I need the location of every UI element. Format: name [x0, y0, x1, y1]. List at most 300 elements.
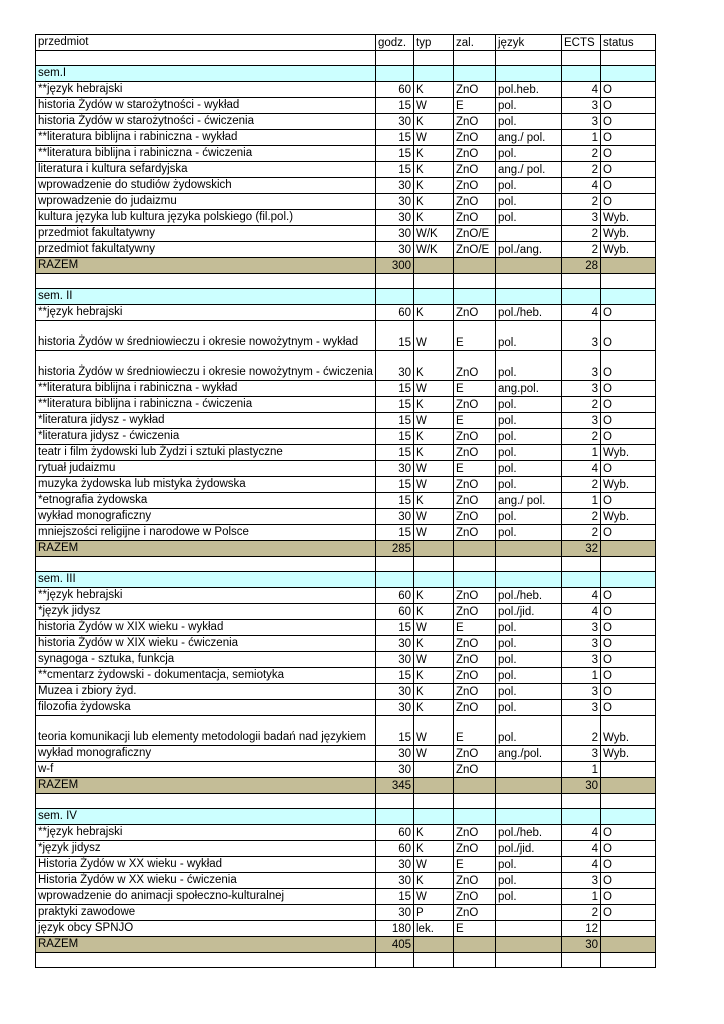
cell-credit [454, 809, 496, 825]
cell-ects [562, 809, 601, 825]
cell-status: O [601, 493, 656, 509]
cell-credit: ZnO [454, 841, 496, 857]
cell-type [414, 809, 454, 825]
cell-credit: E [454, 321, 496, 351]
cell-subject: **literatura biblijna i rabiniczna - ćwiczenia [36, 146, 376, 162]
cell-ects: 30 [562, 778, 601, 794]
cell-language: ang./ pol. [496, 493, 562, 509]
cell-ects: 32 [562, 541, 601, 557]
cell-credit: ZnO/E [454, 226, 496, 242]
cell-ects: 1 [562, 668, 601, 684]
cell-type: lek. [414, 921, 454, 937]
cell-credit: ZnO [454, 351, 496, 381]
semester-header-row [36, 572, 656, 588]
cell-subject: przedmiot fakultatywny [36, 242, 376, 258]
table-row [36, 762, 656, 778]
cell-subject: w-f [36, 762, 376, 778]
cell-credit: ZnO [454, 194, 496, 210]
curriculum-table [35, 34, 656, 968]
cell-status: Wyb. [601, 226, 656, 242]
cell-status: Wyb. [601, 477, 656, 493]
cell-credit: ZnO [454, 746, 496, 762]
table-body [36, 35, 656, 968]
cell-subject: sem. II [36, 289, 376, 305]
cell-status [601, 274, 656, 289]
table-row [36, 873, 656, 889]
cell-ects [562, 794, 601, 809]
cell-subject: **literatura biblijna i rabiniczna - wykład [36, 381, 376, 397]
spacer-row [36, 274, 656, 289]
cell-credit [454, 66, 496, 82]
cell-ects: 2 [562, 397, 601, 413]
cell-ects: 2 [562, 146, 601, 162]
cell-status: Wyb. [601, 210, 656, 226]
cell-ects: 3 [562, 652, 601, 668]
cell-credit: E [454, 461, 496, 477]
cell-language: pol. [496, 98, 562, 114]
cell-subject: **język hebrajski [36, 588, 376, 604]
cell-hours: 30 [376, 905, 414, 921]
cell-language: pol. [496, 477, 562, 493]
cell-ects: 30 [562, 937, 601, 953]
cell-status [601, 557, 656, 572]
cell-hours: 30 [376, 857, 414, 873]
cell-credit: ZnO [454, 905, 496, 921]
cell-language: pol. [496, 620, 562, 636]
cell-ects: 3 [562, 636, 601, 652]
table-row [36, 130, 656, 146]
table-row [36, 857, 656, 873]
cell-hours: 15 [376, 98, 414, 114]
cell-language: pol. [496, 397, 562, 413]
table-row [36, 700, 656, 716]
cell-credit [454, 541, 496, 557]
total-row [36, 778, 656, 794]
cell-subject: RAZEM [36, 937, 376, 953]
cell-ects: 2 [562, 905, 601, 921]
cell-ects: 4 [562, 604, 601, 620]
cell-language [496, 541, 562, 557]
cell-type [414, 66, 454, 82]
cell-subject [36, 794, 376, 809]
table-row [36, 305, 656, 321]
cell-status: O [601, 825, 656, 841]
cell-hours: 15 [376, 130, 414, 146]
cell-credit [454, 274, 496, 289]
cell-credit: ZnO [454, 509, 496, 525]
cell-subject: sem. IV [36, 809, 376, 825]
cell-type: W [414, 321, 454, 351]
table-row [36, 461, 656, 477]
cell-type: W [414, 652, 454, 668]
table-row [36, 588, 656, 604]
cell-credit: ZnO/E [454, 242, 496, 258]
cell-type: W [414, 716, 454, 746]
table-row [36, 162, 656, 178]
cell-status [601, 258, 656, 274]
cell-status [601, 794, 656, 809]
cell-credit: ZnO [454, 82, 496, 98]
cell-language [496, 905, 562, 921]
cell-hours: 60 [376, 604, 414, 620]
cell-hours: 60 [376, 305, 414, 321]
cell-status: O [601, 636, 656, 652]
cell-credit [454, 778, 496, 794]
cell-ects: 3 [562, 700, 601, 716]
cell-ects [562, 572, 601, 588]
cell-type: K [414, 82, 454, 98]
cell-type: W [414, 461, 454, 477]
cell-ects: 4 [562, 305, 601, 321]
cell-type [414, 794, 454, 809]
cell-credit [454, 51, 496, 66]
cell-ects: 1 [562, 762, 601, 778]
cell-credit: ZnO [454, 873, 496, 889]
cell-credit: E [454, 716, 496, 746]
cell-type: K [414, 114, 454, 130]
cell-ects: 2 [562, 429, 601, 445]
cell-type: K [414, 684, 454, 700]
cell-hours: 30 [376, 762, 414, 778]
cell-hours: 30 [376, 636, 414, 652]
cell-hours: 15 [376, 321, 414, 351]
table-row [36, 921, 656, 937]
table-row [36, 210, 656, 226]
total-row [36, 258, 656, 274]
cell-status: O [601, 668, 656, 684]
table-row [36, 620, 656, 636]
cell-credit: E [454, 921, 496, 937]
cell-hours: 15 [376, 477, 414, 493]
cell-ects [562, 66, 601, 82]
cell-type: K [414, 700, 454, 716]
cell-hours: 30 [376, 351, 414, 381]
cell-hours: 405 [376, 937, 414, 953]
cell-subject: muzyka żydowska lub mistyka żydowska [36, 477, 376, 493]
cell-credit [454, 953, 496, 968]
cell-language [496, 809, 562, 825]
header-ects: ECTS [562, 35, 601, 51]
cell-credit [454, 289, 496, 305]
cell-type: K [414, 351, 454, 381]
cell-credit: ZnO [454, 445, 496, 461]
cell-subject: RAZEM [36, 778, 376, 794]
cell-credit [454, 794, 496, 809]
table-row [36, 652, 656, 668]
cell-type: K [414, 841, 454, 857]
spacer-row [36, 557, 656, 572]
cell-hours: 15 [376, 493, 414, 509]
cell-type: W [414, 413, 454, 429]
cell-ects: 2 [562, 226, 601, 242]
cell-status: Wyb. [601, 716, 656, 746]
cell-subject: sem. III [36, 572, 376, 588]
cell-language: pol. [496, 700, 562, 716]
header-subject: przedmiot [36, 35, 376, 51]
table-row [36, 82, 656, 98]
cell-subject: historia Żydów w średniowieczu i okresie nowożytnym - wykład [36, 321, 376, 351]
cell-credit: ZnO [454, 889, 496, 905]
cell-language: pol. [496, 146, 562, 162]
cell-hours: 30 [376, 461, 414, 477]
cell-hours: 60 [376, 588, 414, 604]
cell-ects: 12 [562, 921, 601, 937]
cell-status: O [601, 381, 656, 397]
table-row [36, 525, 656, 541]
cell-hours: 30 [376, 114, 414, 130]
cell-hours: 15 [376, 413, 414, 429]
cell-type: K [414, 636, 454, 652]
cell-hours: 60 [376, 82, 414, 98]
table-row [36, 684, 656, 700]
cell-status [601, 289, 656, 305]
cell-credit: ZnO [454, 636, 496, 652]
cell-hours: 15 [376, 716, 414, 746]
cell-language: ang./ pol. [496, 130, 562, 146]
table-row [36, 493, 656, 509]
cell-type: P [414, 905, 454, 921]
cell-ects: 3 [562, 98, 601, 114]
cell-credit: ZnO [454, 525, 496, 541]
cell-credit: ZnO [454, 700, 496, 716]
cell-language [496, 66, 562, 82]
table-row [36, 825, 656, 841]
cell-hours: 15 [376, 397, 414, 413]
table-row [36, 146, 656, 162]
cell-ects: 3 [562, 684, 601, 700]
header-language: język [496, 35, 562, 51]
cell-status: O [601, 461, 656, 477]
cell-subject: literatura i kultura sefardyjska [36, 162, 376, 178]
cell-ects: 2 [562, 194, 601, 210]
cell-status: O [601, 620, 656, 636]
cell-language [496, 762, 562, 778]
header-row [36, 35, 656, 51]
cell-status: O [601, 684, 656, 700]
semester-header-row [36, 66, 656, 82]
cell-ects: 4 [562, 841, 601, 857]
table-row [36, 636, 656, 652]
cell-hours: 345 [376, 778, 414, 794]
cell-hours [376, 794, 414, 809]
cell-type: K [414, 588, 454, 604]
cell-type [414, 289, 454, 305]
cell-subject [36, 51, 376, 66]
cell-status [601, 937, 656, 953]
table-row [36, 98, 656, 114]
cell-language [496, 572, 562, 588]
cell-subject: historia Żydów w XIX wieku - wykład [36, 620, 376, 636]
cell-status: O [601, 604, 656, 620]
cell-hours: 15 [376, 381, 414, 397]
header-status: status [601, 35, 656, 51]
cell-language: pol. [496, 178, 562, 194]
cell-ects: 4 [562, 857, 601, 873]
spacer-row [36, 953, 656, 968]
cell-subject: *język jidysz [36, 604, 376, 620]
cell-language: pol. [496, 413, 562, 429]
cell-credit [454, 572, 496, 588]
semester-header-row [36, 809, 656, 825]
total-row [36, 937, 656, 953]
cell-status: O [601, 305, 656, 321]
cell-credit: E [454, 413, 496, 429]
cell-ects: 4 [562, 588, 601, 604]
cell-subject: mniejszości religijne i narodowe w Polsce [36, 525, 376, 541]
table-row [36, 429, 656, 445]
cell-hours: 30 [376, 194, 414, 210]
table-row [36, 194, 656, 210]
cell-language [496, 794, 562, 809]
cell-subject: *literatura jidysz - ćwiczenia [36, 429, 376, 445]
cell-hours [376, 51, 414, 66]
cell-status: Wyb. [601, 445, 656, 461]
cell-ects: 3 [562, 746, 601, 762]
cell-hours: 15 [376, 889, 414, 905]
table-row [36, 321, 656, 351]
cell-language: pol./heb. [496, 588, 562, 604]
table-row [36, 413, 656, 429]
cell-language: pol. [496, 351, 562, 381]
cell-subject: *język jidysz [36, 841, 376, 857]
cell-hours: 15 [376, 525, 414, 541]
cell-hours [376, 66, 414, 82]
table-row [36, 668, 656, 684]
cell-subject: **język hebrajski [36, 305, 376, 321]
cell-subject: filozofia żydowska [36, 700, 376, 716]
cell-language: pol. [496, 461, 562, 477]
cell-subject: przedmiot fakultatywny [36, 226, 376, 242]
cell-type: W [414, 98, 454, 114]
table-row [36, 889, 656, 905]
cell-subject: język obcy SPNJO [36, 921, 376, 937]
cell-subject: synagoga - sztuka, funkcja [36, 652, 376, 668]
cell-subject: historia Żydów w starożytności - wykład [36, 98, 376, 114]
cell-language: pol. [496, 652, 562, 668]
cell-status: O [601, 857, 656, 873]
cell-language [496, 557, 562, 572]
table-row [36, 445, 656, 461]
cell-hours: 15 [376, 429, 414, 445]
cell-subject [36, 274, 376, 289]
cell-credit: ZnO [454, 210, 496, 226]
table-row [36, 381, 656, 397]
cell-ects: 2 [562, 716, 601, 746]
cell-subject: sem.I [36, 66, 376, 82]
cell-subject: **cmentarz żydowski - dokumentacja, semiotyka [36, 668, 376, 684]
cell-credit [454, 557, 496, 572]
cell-hours: 30 [376, 242, 414, 258]
cell-credit [454, 937, 496, 953]
cell-type: W [414, 620, 454, 636]
cell-ects: 2 [562, 242, 601, 258]
cell-hours: 30 [376, 700, 414, 716]
cell-ects: 3 [562, 210, 601, 226]
cell-ects: 1 [562, 493, 601, 509]
cell-type: W/K [414, 226, 454, 242]
cell-language: pol. [496, 716, 562, 746]
cell-subject [36, 557, 376, 572]
cell-ects [562, 557, 601, 572]
cell-subject: **język hebrajski [36, 825, 376, 841]
cell-ects: 1 [562, 445, 601, 461]
cell-credit: ZnO [454, 162, 496, 178]
cell-credit: ZnO [454, 114, 496, 130]
cell-hours [376, 274, 414, 289]
cell-hours: 30 [376, 210, 414, 226]
cell-credit: ZnO [454, 604, 496, 620]
cell-type [414, 51, 454, 66]
cell-type [414, 762, 454, 778]
cell-type [414, 258, 454, 274]
cell-language [496, 274, 562, 289]
cell-status: O [601, 413, 656, 429]
cell-language: pol. [496, 321, 562, 351]
cell-subject: wprowadzenie do judaizmu [36, 194, 376, 210]
header-type: typ [414, 35, 454, 51]
table-row [36, 477, 656, 493]
table-row [36, 746, 656, 762]
cell-subject: wprowadzenie do studiów żydowskich [36, 178, 376, 194]
total-row [36, 541, 656, 557]
table-row [36, 114, 656, 130]
cell-status [601, 51, 656, 66]
cell-type: K [414, 825, 454, 841]
cell-type: K [414, 445, 454, 461]
cell-ects: 2 [562, 525, 601, 541]
cell-type: K [414, 146, 454, 162]
cell-credit: E [454, 381, 496, 397]
cell-type: K [414, 194, 454, 210]
cell-ects [562, 274, 601, 289]
cell-language: pol. [496, 114, 562, 130]
cell-language: pol. [496, 857, 562, 873]
table-row [36, 716, 656, 746]
cell-subject: praktyki zawodowe [36, 905, 376, 921]
cell-language: pol. [496, 429, 562, 445]
cell-language: ang.pol. [496, 381, 562, 397]
cell-type: K [414, 604, 454, 620]
cell-hours: 30 [376, 684, 414, 700]
cell-status: O [601, 397, 656, 413]
cell-status [601, 762, 656, 778]
cell-subject: historia Żydów w XIX wieku - ćwiczenia [36, 636, 376, 652]
cell-status [601, 953, 656, 968]
cell-subject: Historia Żydów w XX wieku - ćwiczenia [36, 873, 376, 889]
cell-ects: 2 [562, 509, 601, 525]
cell-credit: ZnO [454, 825, 496, 841]
cell-type: W/K [414, 242, 454, 258]
cell-language: pol. [496, 525, 562, 541]
cell-type: K [414, 397, 454, 413]
cell-ects: 3 [562, 381, 601, 397]
cell-type: W [414, 857, 454, 873]
cell-type: W [414, 130, 454, 146]
cell-subject: wykład monograficzny [36, 509, 376, 525]
cell-hours: 30 [376, 178, 414, 194]
cell-type [414, 541, 454, 557]
cell-subject: teatr i film żydowski lub Żydzi i sztuki plastyczne [36, 445, 376, 461]
cell-credit: E [454, 98, 496, 114]
cell-ects: 2 [562, 477, 601, 493]
cell-ects: 3 [562, 351, 601, 381]
cell-status: O [601, 162, 656, 178]
cell-language: pol. [496, 194, 562, 210]
cell-subject [36, 953, 376, 968]
cell-credit: ZnO [454, 477, 496, 493]
cell-credit: ZnO [454, 588, 496, 604]
cell-type: K [414, 493, 454, 509]
